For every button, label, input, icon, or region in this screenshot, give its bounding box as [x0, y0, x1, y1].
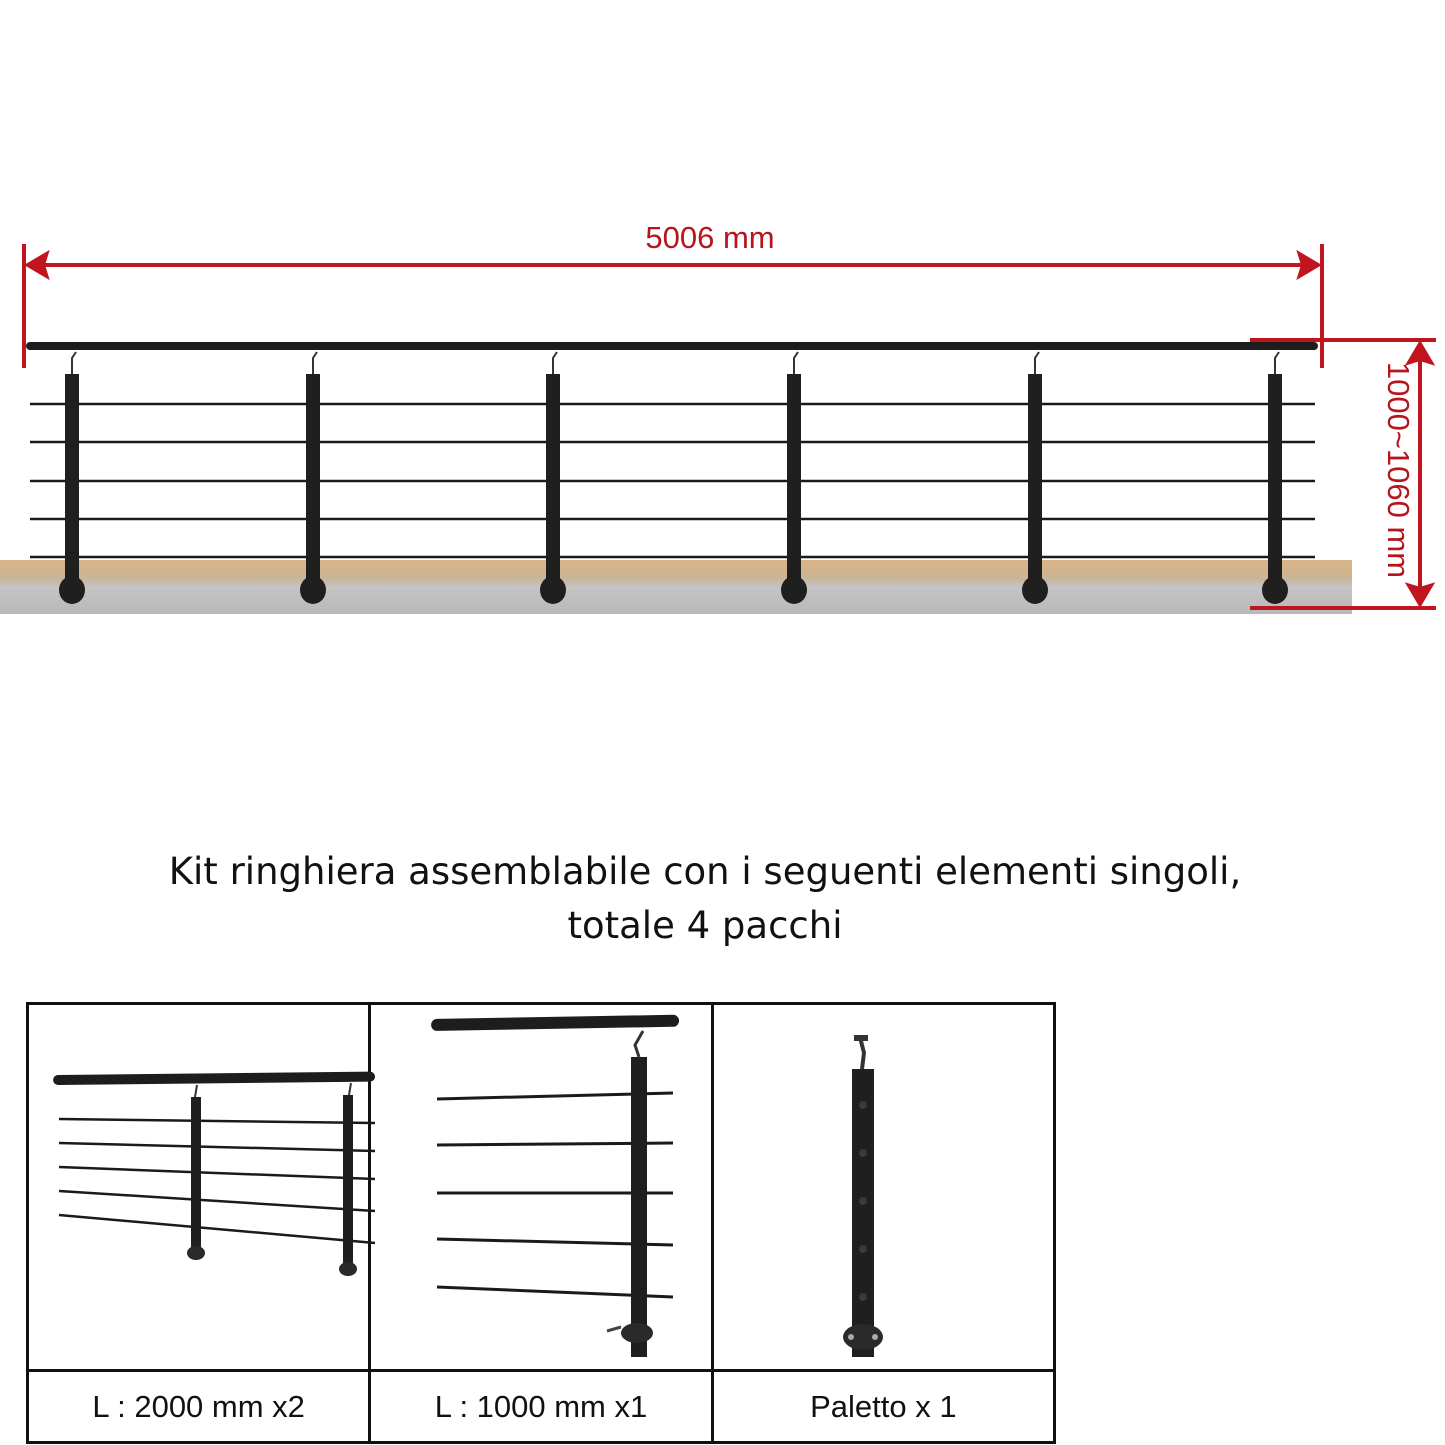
- handrail: [26, 342, 1318, 350]
- part-image-cell: [28, 1004, 370, 1371]
- part-image-cell: [370, 1004, 712, 1371]
- part-image-cell: [712, 1004, 1054, 1371]
- kit-package-count: totale 4 pacchi: [567, 904, 843, 947]
- post-icon: [714, 1005, 1026, 1369]
- width-dimension-label: 5006 mm: [645, 220, 775, 255]
- railing-section-1000-icon: [371, 1005, 723, 1369]
- railing-diagram: [0, 0, 1445, 640]
- railing-section-2000-icon: [29, 1005, 381, 1369]
- part-label: L : 2000 mm x2: [28, 1371, 370, 1443]
- height-dimension-label: 1000~1060 mm: [1381, 361, 1416, 579]
- kit-description: Kit ringhiera assemblabile con i seguenti elementi singoli,: [168, 850, 1242, 893]
- part-label: L : 1000 mm x1: [370, 1371, 712, 1443]
- horizontal-bars: [30, 404, 1315, 557]
- part-label: Paletto x 1: [712, 1371, 1054, 1443]
- parts-table: [26, 1002, 1056, 1444]
